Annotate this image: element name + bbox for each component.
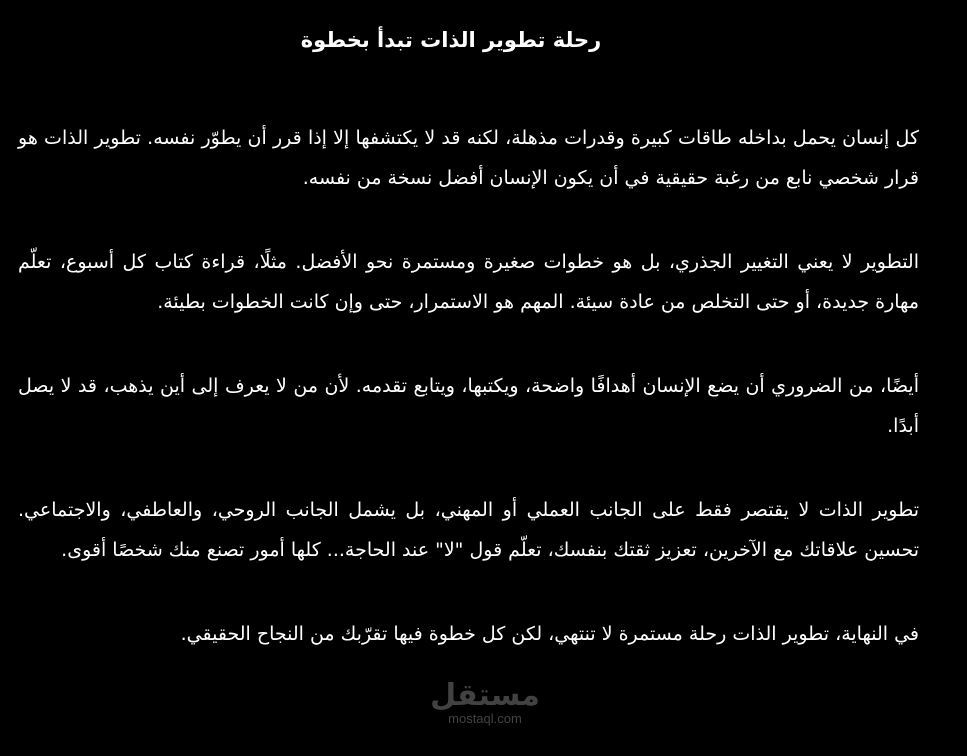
paragraph-1: كل إنسان يحمل بداخله طاقات كبيرة وقدرات مذهلة، لكنه قد لا يكتشفها إلا إذا قرر أن يطوّر نفسه. تطوير الذات هو قرار شخصي نابع من رغبة حقيقية في أن يكون الإنسان أفضل نسخة من نفسه. <box>18 127 919 189</box>
paragraph-3: أيضًا، من الضروري أن يضع الإنسان أهدافًا واضحة، ويكتبها، ويتابع تقدمه. لأن من لا يعرف إلى أين يذهب، قد لا يصل أبدًا. <box>18 375 919 437</box>
watermark-logo-text: مستقل <box>430 678 540 713</box>
document-title: رحلة تطوير الذات تبدأ بخطوة <box>300 28 602 52</box>
watermark-url: mostaql.com <box>448 711 522 726</box>
paragraph-5: في النهاية، تطوير الذات رحلة مستمرة لا تنتهي، لكن كل خطوة فيها تقرّبك من النجاح الحقيقي. <box>180 623 919 645</box>
paragraph-4: تطوير الذات لا يقتصر فقط على الجانب العملي أو المهني، بل يشمل الجانب الروحي، والعاطفي، والاجتماعي. تحسين علاقاتك مع الآخرين، تعزيز ثقتك بنفسك، تعلّم قول "لا" عند الحاجة... كلها أمور تصنع منك شخصًا أقوى. <box>18 499 919 561</box>
paragraph-2: التطوير لا يعني التغيير الجذري، بل هو خطوات صغيرة ومستمرة نحو الأفضل. مثلًا، قراءة كتاب كل أسبوع، تعلّم مهارة جديدة، أو حتى التخلص من عادة سيئة. المهم هو الاستمرار، حتى وإن كانت الخطوات بطيئة. <box>18 251 919 313</box>
